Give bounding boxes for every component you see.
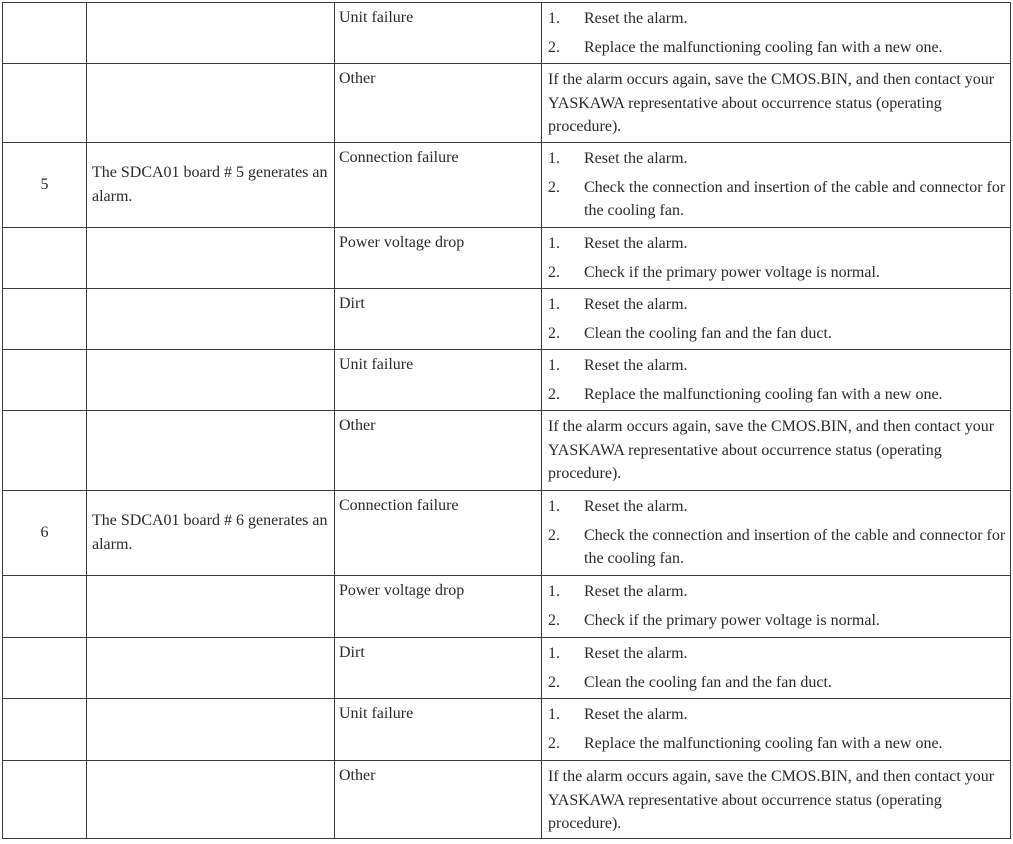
cause-cell: Other (335, 411, 542, 491)
step-text: Reset the alarm. (584, 235, 688, 252)
step-text: Replace the malfunctioning cooling fan with a new one. (584, 39, 943, 56)
remedy-cell (542, 350, 1011, 411)
alarm-number-cell (3, 64, 87, 143)
alarm-remedy-table (2, 2, 1011, 839)
cause-cell: Power voltage drop (335, 576, 542, 638)
remedy-step (548, 147, 1006, 170)
alarm-number-cell: 6 (3, 491, 87, 576)
table-row (3, 350, 1011, 411)
alarm-number-cell: 5 (3, 143, 87, 228)
alarm-description-cell: The SDCA01 board # 6 generates an alarm. (87, 491, 335, 576)
step-text: Reset the alarm. (584, 296, 688, 313)
step-text: Reset the alarm. (584, 10, 688, 27)
step-text: Clean the cooling fan and the fan duct. (584, 674, 832, 691)
step-number: 2. (548, 386, 560, 403)
cause-cell: Power voltage drop (335, 228, 542, 289)
alarm-number-cell (3, 289, 87, 350)
step-text: Reset the alarm. (584, 498, 688, 515)
remedy-cell (542, 228, 1011, 289)
step-text: Reset the alarm. (584, 583, 688, 600)
alarm-description-cell: The SDCA01 board # 5 generates an alarm. (87, 143, 335, 228)
remedy-step (548, 703, 1006, 726)
step-number: 1. (548, 498, 560, 515)
table-row (3, 289, 1011, 350)
remedy-cell (542, 64, 1011, 143)
step-text: Check if the primary power voltage is normal. (584, 264, 880, 281)
step-text: Reset the alarm. (584, 645, 688, 662)
step-text: Reset the alarm. (584, 150, 688, 167)
step-number: 1. (548, 296, 560, 313)
step-number: 2. (548, 735, 560, 752)
alarm-description-cell (87, 576, 335, 638)
step-number: 1. (548, 583, 560, 600)
remedy-cell (542, 411, 1011, 491)
remedy-step (548, 232, 1006, 255)
step-number: 2. (548, 39, 560, 56)
cause-cell: Connection failure (335, 491, 542, 576)
remedy-step (548, 732, 1006, 755)
remedy-step (548, 580, 1006, 603)
remedy-text: If the alarm occurs again, save the CMOS.BIN, and then contact your YASKAWA representative about occurrence status (operating procedure). (548, 71, 995, 135)
step-number: 1. (548, 645, 560, 662)
remedy-cell (542, 289, 1011, 350)
table-row (3, 699, 1011, 761)
step-text: Clean the cooling fan and the fan duct. (584, 325, 832, 342)
remedy-step (548, 383, 1006, 406)
cause-cell: Unit failure (335, 3, 542, 64)
step-number: 2. (548, 612, 560, 629)
alarm-description-cell (87, 761, 335, 839)
remedy-step (548, 293, 1006, 316)
alarm-description-cell (87, 699, 335, 761)
remedy-step (548, 322, 1006, 345)
cause-cell: Connection failure (335, 143, 542, 228)
alarm-description-cell (87, 350, 335, 411)
alarm-description-cell (87, 638, 335, 699)
step-text: Reset the alarm. (584, 706, 688, 723)
step-number: 2. (548, 527, 560, 544)
remedy-cell (542, 699, 1011, 761)
cause-cell: Dirt (335, 638, 542, 699)
step-number: 1. (548, 235, 560, 252)
remedy-cell (542, 3, 1011, 64)
table-row (3, 228, 1011, 289)
remedy-cell (542, 638, 1011, 699)
alarm-number-cell (3, 350, 87, 411)
alarm-number-cell (3, 761, 87, 839)
cause-cell: Dirt (335, 289, 542, 350)
table-row (3, 3, 1011, 64)
remedy-step (548, 642, 1006, 665)
step-number: 2. (548, 179, 560, 196)
step-text: Check the connection and insertion of the cable and connector for the cooling fan. (584, 527, 1006, 567)
remedy-cell (542, 491, 1011, 576)
cause-cell: Unit failure (335, 350, 542, 411)
step-text: Replace the malfunctioning cooling fan with a new one. (584, 735, 943, 752)
remedy-cell (542, 761, 1011, 839)
table-row (3, 576, 1011, 638)
cause-cell: Other (335, 64, 542, 143)
table-row (3, 761, 1011, 839)
table-row (3, 411, 1011, 491)
remedy-cell (542, 143, 1011, 228)
step-number: 1. (548, 10, 560, 27)
alarm-description-cell (87, 411, 335, 491)
table-row (3, 64, 1011, 143)
step-text: Reset the alarm. (584, 357, 688, 374)
alarm-number-cell (3, 638, 87, 699)
remedy-text: If the alarm occurs again, save the CMOS.BIN, and then contact your YASKAWA representative about occurrence status (operating procedure). (548, 418, 995, 482)
remedy-step (548, 36, 1006, 59)
remedy-step (548, 261, 1006, 284)
alarm-description-cell (87, 3, 335, 64)
remedy-step (548, 524, 1006, 570)
step-number: 1. (548, 357, 560, 374)
remedy-text: If the alarm occurs again, save the CMOS.BIN, and then contact your YASKAWA representative about occurrence status (operating procedure). (548, 768, 995, 832)
alarm-number-cell (3, 699, 87, 761)
remedy-step (548, 495, 1006, 518)
step-number: 1. (548, 706, 560, 723)
cause-cell: Unit failure (335, 699, 542, 761)
step-text: Replace the malfunctioning cooling fan with a new one. (584, 386, 943, 403)
remedy-step (548, 354, 1006, 377)
step-number: 1. (548, 150, 560, 167)
table-row (3, 638, 1011, 699)
alarm-number-cell (3, 576, 87, 638)
remedy-step (548, 176, 1006, 222)
cause-cell: Other (335, 761, 542, 839)
step-text: Check if the primary power voltage is normal. (584, 612, 880, 629)
alarm-number-cell (3, 228, 87, 289)
alarm-number-cell (3, 411, 87, 491)
alarm-description-cell (87, 64, 335, 143)
alarm-number-cell (3, 3, 87, 64)
step-text: Check the connection and insertion of the cable and connector for the cooling fan. (584, 179, 1006, 219)
table-row (3, 491, 1011, 576)
remedy-step (548, 671, 1006, 694)
table-body (3, 3, 1011, 839)
step-number: 2. (548, 325, 560, 342)
table-row (3, 143, 1011, 228)
remedy-step (548, 609, 1006, 632)
remedy-cell (542, 576, 1011, 638)
step-number: 2. (548, 264, 560, 281)
alarm-description-cell (87, 228, 335, 289)
remedy-step (548, 7, 1006, 30)
alarm-description-cell (87, 289, 335, 350)
step-number: 2. (548, 674, 560, 691)
